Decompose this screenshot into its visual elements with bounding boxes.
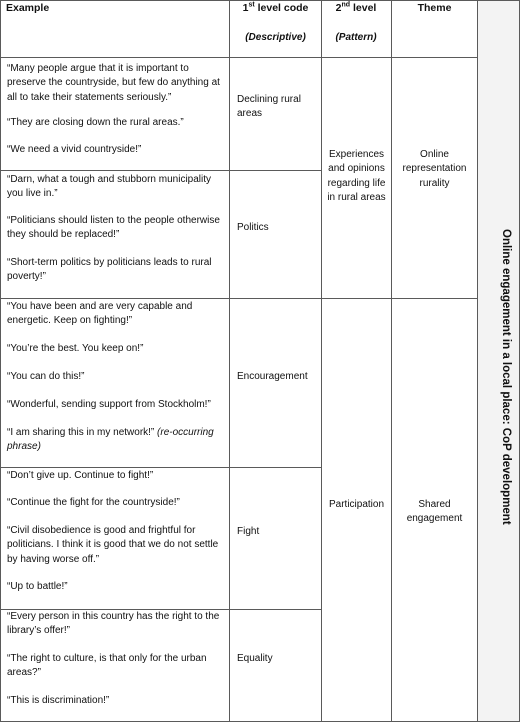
pattern-experiences: Experiences and opinions regarding life in rural areas <box>327 149 386 203</box>
header-level2: 2nd level <box>335 1 377 14</box>
quote: “Wonderful, sending support from Stockholm!” <box>7 399 211 410</box>
quote: “You can do this!” <box>7 371 85 382</box>
theme-shared-engagement: Shared engagement <box>406 499 463 525</box>
quote: “I am sharing this in my network!” (re-occurring phrase) <box>7 427 214 453</box>
column-divider-4 <box>477 0 478 722</box>
row-divider-2 <box>0 298 478 299</box>
quote: “Many people argue that it is important to preserve the countryside, but few do anything at all to take their statements seriously.” <box>7 63 220 103</box>
header-divider <box>0 57 478 58</box>
quote: “Civil disobedience is good and frightful for politicians. I think it is good that we do not settle by having worse off.” <box>7 525 219 565</box>
quote: “This is discrimination!” <box>7 695 110 706</box>
header-level1: 1st level code <box>242 1 309 14</box>
side-label-column <box>478 0 520 722</box>
table-border-left <box>0 0 1 722</box>
quote: “They are closing down the rural areas.” <box>7 117 184 128</box>
quote: “Don’t give up. Continue to fight!” <box>7 470 154 481</box>
pattern-participation: Participation <box>328 499 385 510</box>
header-level2-sub: (Pattern) <box>335 32 377 43</box>
code-encouragement: Encouragement <box>237 371 308 382</box>
side-label: Online engagement in a local place: CoP development <box>500 229 512 525</box>
header-example: Example <box>6 2 50 14</box>
quote: “You have been and are very capable and energetic. Keep on fighting!” <box>7 301 193 327</box>
quote: “Short-term politics by politicians leads to rural poverty!” <box>7 257 212 283</box>
column-divider-1 <box>229 0 230 722</box>
column-divider-2 <box>321 0 322 722</box>
quote-note: (re-occurring phrase) <box>7 427 214 453</box>
table-border-top <box>0 0 520 1</box>
column-divider-3 <box>391 0 392 722</box>
theme-online-representation: Online representation rurality <box>402 149 467 189</box>
quote: “Continue the fight for the countryside!” <box>7 497 180 508</box>
quote: “You’re the best. You keep on!” <box>7 343 144 354</box>
header-level1-sub: (Descriptive) <box>245 32 306 43</box>
code-declining-rural-areas: Declining rural areas <box>237 94 301 120</box>
quote: “Politicians should listen to the people otherwise they should be replaced!” <box>7 215 220 241</box>
header-theme: Theme <box>417 2 452 14</box>
code-equality: Equality <box>237 653 273 664</box>
row-divider-1 <box>0 170 322 171</box>
quote: “Up to battle!” <box>7 581 68 592</box>
code-politics: Politics <box>237 222 269 233</box>
quote: “We need a vivid countryside!” <box>7 144 142 155</box>
quote: “The right to culture, is that only for the urban areas?” <box>7 653 207 679</box>
row-divider-3 <box>0 467 322 468</box>
code-fight: Fight <box>237 526 260 537</box>
quote: “Darn, what a tough and stubborn municipality you live in.” <box>7 174 212 200</box>
quote: “Every person in this country has the right to the library’s offer!” <box>7 611 220 637</box>
